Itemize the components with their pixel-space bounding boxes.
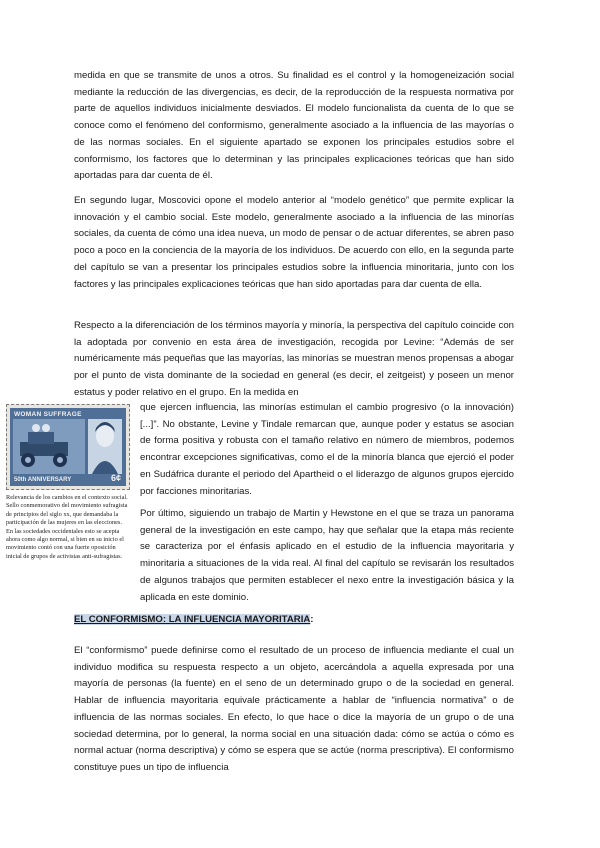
body-paragraph-4: Por último, siguiendo un trabajo de Martin y Hewstone en el que se traza un panorama general de la investigación en este campo, hay que señalar que la etapa más reciente se caracteriza por el énfasis aplicado en el estudio de la influencia mayoritaria y minoritaria a situaciones de la vida real. Al final del capítulo se revisarán los resultados de algunos trabajos que permiten establecer el nexo entre la investigación básica y la aplicada en este dominio. <box>140 508 514 603</box>
section-heading-colon: : <box>310 614 314 625</box>
section-heading <box>74 612 314 628</box>
stamp-figure <box>6 404 130 490</box>
woman-suffrage-stamp-image <box>10 408 126 486</box>
figure-caption: Relevancia de los cambios en el contexto social. Sello conmemorativo del movimiento sufragista de principios del siglo xx, que demandaba la participación de las mujeres en las elecciones. En las sociedades occidentales esto se acepta ahora como algo normal, si bien en su inicio el movimiento contó con una fuerte oposición inicial de grupos de activistas anti-sufragistas. <box>6 494 128 560</box>
body-paragraph-3-continued: que ejercen influencia, las minorías estimulan el cambio progresivo (o la innovación) [...]”. No obstante, Levine y Tindale remarcan que, aunque poder y estatus se asocian de forma positiva y robusta con el tamaño relativo en número de miembros, podemos encontrar excepciones significativas, como el de la minoría blanca que ejerció el poder en Sudáfrica durante el periodo del Apartheid o el liderazgo de algunos grupos ejercido por facciones minoritarias. <box>140 402 514 497</box>
body-paragraph-3: Respecto a la diferenciación de los términos mayoría y minoría, la perspectiva del capítulo coincide con la adoptada por convenio en esta área de investigación, recogida por Levine: “Además de ser numéricamente más pequeñas que las mayorías, las minorías se muestran menos propensas a abogar por el punto de vista dominante de la sociedad en general (es decir, el zeitgeist) y poseen un menor estatus y poder relativo en el grupo. En la medida en <box>74 320 514 398</box>
stamp-title: WOMAN SUFFRAGE <box>14 411 82 418</box>
body-paragraph-5: El “conformismo” puede definirse como el resultado de un proceso de influencia mediante el cual un individuo modifica su respuesta respecto a un objeto, acercándola a aquella expresada por una mayoría de personas (la fuente) en el seno de un determinado grupo o de la sociedad en general. Hablar de influencia mayoritaria equivale prácticamente a hablar de “influencia normativa” o de influencia de las normas sociales. En efecto, lo que hace o dice la mayoría de un grupo o de una sociedad determina, por lo general, la norma social en una situación dada: cómo se actúa o cómo es normal actuar (norma descriptiva) y cómo se espera que se actúe (norma prescriptiva). El conformismo constituye pues un tipo de influencia <box>74 645 514 773</box>
stamp-illustration <box>10 408 126 486</box>
body-paragraph-1: medida en que se transmite de unos a otros. Su finalidad es el control y la homogeneización social mediante la reducción de las divergencias, es decir, de la reproducción de la respuesta normativa por parte de aquellos individuos inicialmente desviados. El modelo funcionalista da cuenta de lo que se conoce como el fenómeno del conformismo, generalmente asociado a la influencia de las mayorías o de las normas sociales. En el siguiente apartado se exponen los principales estudios sobre el conformismo, los factores que lo determinan y las principales explicaciones teóricas que han sido aportadas para dar cuenta de él. <box>74 70 514 182</box>
stamp-price: 6¢ <box>110 473 121 483</box>
body-paragraph-2: En segundo lugar, Moscovici opone el modelo anterior al “modelo genético” que permite explicar la innovación y el cambio social. Este modelo, generalmente asociado a la influencia de las minorías sociales, da cuenta de cómo una idea nueva, un modo de pensar o de actuar diferentes, se abren paso poco a poco en la conciencia de la mayoría de los individuos. De acuerdo con ello, en la segunda parte del capítulo se van a presentar los principales estudios sobre la influencia minoritaria, junto con los factores y las principales explicaciones teóricas que han sido aportadas para dar cuenta de ella. <box>74 195 514 290</box>
section-heading-text: EL CONFORMISMO: LA INFLUENCIA MAYORITARIA <box>74 614 311 625</box>
stamp-anniversary: 50th ANNIVERSARY <box>14 477 72 483</box>
